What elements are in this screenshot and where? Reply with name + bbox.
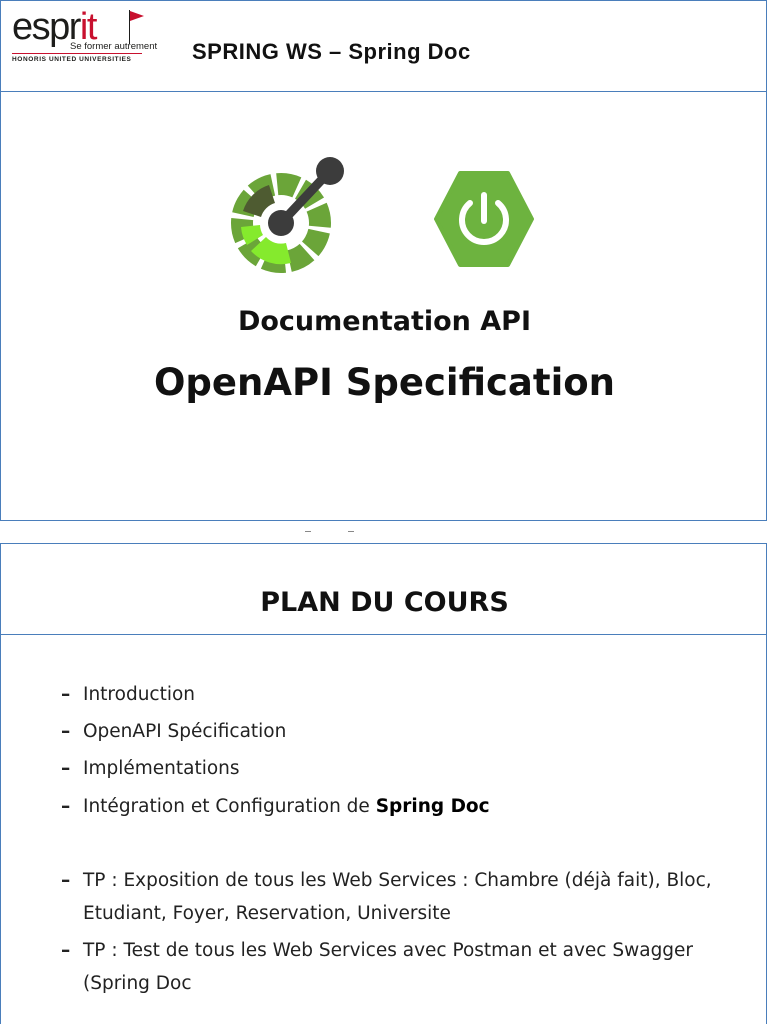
bullet-dash: – xyxy=(61,758,71,779)
esprit-logo xyxy=(12,6,158,63)
bullet-dash: – xyxy=(61,721,71,742)
spring-power-icon xyxy=(434,171,534,267)
plan-item xyxy=(61,864,741,930)
bullet-dash: – xyxy=(61,684,71,705)
plan-item-text: OpenAPI Spécification xyxy=(83,721,287,742)
plan-title: PLAN DU COURS xyxy=(260,587,509,618)
slide-title-text: OpenAPI Specification xyxy=(153,361,616,404)
plan-item xyxy=(61,790,741,823)
logo-divider xyxy=(12,53,142,54)
plan-item-text: Intégration et Configuration de Spring Doc xyxy=(83,796,490,817)
plan-item xyxy=(61,934,741,1000)
bullet-dash: – xyxy=(61,940,71,961)
logo-network: HONORIS UNITED UNIVERSITIES xyxy=(12,56,132,63)
bullet-dash: – xyxy=(61,796,71,817)
plan-divider xyxy=(1,634,766,635)
subtitle: Documentation API xyxy=(237,306,532,337)
logo-wordmark: esprit xyxy=(12,6,96,48)
logo-tagline: Se former autrement xyxy=(70,41,158,52)
plan-item xyxy=(61,752,741,785)
plan-item-text: Implémentations xyxy=(83,758,240,779)
header-divider xyxy=(1,91,766,92)
plan-item xyxy=(61,678,741,711)
plan-item-bold: Spring Doc xyxy=(375,796,490,817)
plan-item xyxy=(61,715,741,748)
plan-item-text: TP : Test de tous les Web Services avec Postman et avec Swagger (Spring Doc xyxy=(83,940,694,994)
plan-item-text: Introduction xyxy=(83,684,196,705)
header-title: SPRING WS – Spring Doc xyxy=(192,39,471,64)
separator-mark xyxy=(348,531,354,532)
plan-item-text: TP : Exposition de tous les Web Services : Chambre (déjà fait), Bloc, Etudiant, Foyer, Reservation, Universite xyxy=(83,870,712,924)
slide-plan xyxy=(0,543,767,1024)
separator-mark xyxy=(305,531,311,532)
logo-flag-icon xyxy=(130,11,144,21)
openapi-logo-icon xyxy=(227,155,349,277)
bullet-dash: – xyxy=(61,870,71,891)
